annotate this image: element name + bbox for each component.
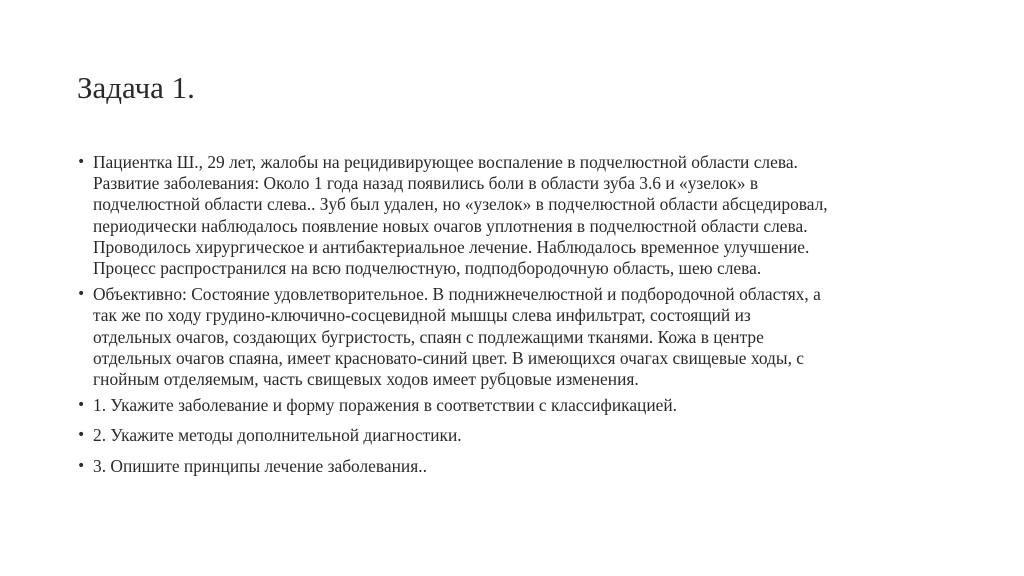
- objective-findings-text: Объективно: Состояние удовлетворительное. В поднижнечелюстной и подбородочной областях, а так же по ходу грудино-ключично-сосцевидной мышцы слева инфильтрат, состоящий из отдельных очагов, создающих бугристость, спаян с подлежащими тканями. Кожа в центре отдельных очагов спаяна, имеет красновато-синий цвет. В имеющихся очагах свищевые ходы, с гнойным отделяемым, часть свищевых ходов имеет рубцовые изменения.: [93, 284, 821, 390]
- bullet-list: [77, 152, 957, 486]
- case-history-text: Пациентка Ш., 29 лет, жалобы на рецидивирующее воспаление в подчелюстной области слева. Развитие заболевания: Около 1 года назад появились боли в области зуба 3.6 и «узелок» в подчелюстной области слева.. Зуб был удален, но «узелок» в подчелюстной области абсцедировал, периодически наблюдалось появление новых очагов уплотнения в подчелюстной области слева. Проводилось хирургическое и антибактериальное лечение. Наблюдалось временное улучшение. Процесс распространился на всю подчелюстную, подподбородочную область, шею слева.: [93, 152, 828, 279]
- question-1-text: 1. Укажите заболевание и форму поражения в соответствии с классификацией.: [93, 395, 678, 416]
- bullet-icon: •: [77, 154, 86, 170]
- question-2-text: 2. Укажите методы дополнительной диагностики.: [93, 425, 462, 446]
- list-item: [77, 456, 957, 477]
- list-item: [77, 425, 957, 446]
- list-item: [77, 152, 957, 279]
- bullet-icon: •: [77, 286, 86, 303]
- bullet-icon: •: [77, 397, 86, 414]
- question-3-text: 3. Опишите принципы лечение заболевания..: [93, 455, 427, 476]
- list-item: [77, 395, 957, 416]
- slide-title: Задача 1.: [77, 70, 195, 105]
- list-item: [77, 284, 957, 390]
- bullet-icon: •: [77, 457, 86, 474]
- bullet-icon: •: [77, 427, 86, 444]
